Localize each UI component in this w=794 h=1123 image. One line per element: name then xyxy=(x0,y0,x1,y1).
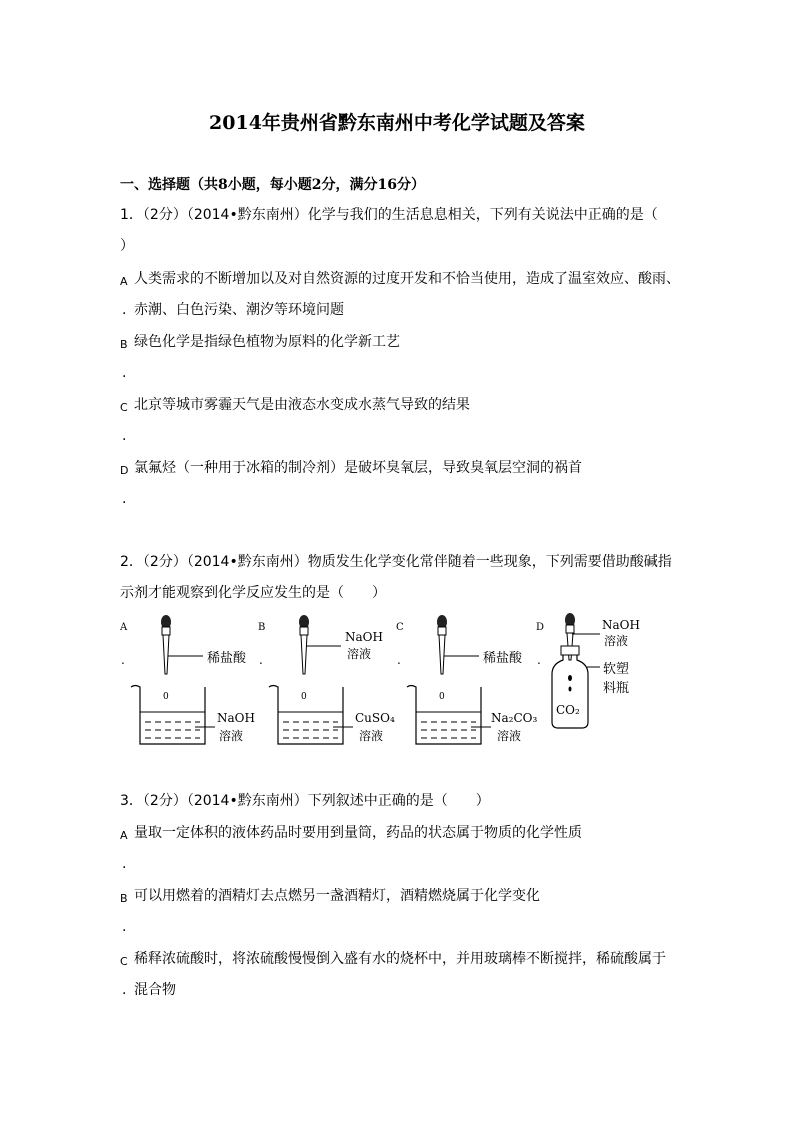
q1-option-c-line1: 北京等城市雾霾天气是由液态水变成水蒸气导致的结果 xyxy=(134,397,470,413)
fig-b-dropper xyxy=(299,615,309,674)
fig-c-dropper-label: 稀盐酸 xyxy=(483,651,523,666)
q3-stem: 3．（2分）（2014•黔东南州）下列叙述中正确的是（ ） xyxy=(120,793,490,809)
option-dot: . xyxy=(122,856,127,872)
q1-option-b-letter: B xyxy=(120,338,128,351)
q2-apparatus-figure xyxy=(115,612,675,752)
q1-option-a-line2: 赤潮、白色污染、潮汐等环境问题 xyxy=(134,302,344,318)
option-dot: . xyxy=(122,491,127,507)
q3-option-c-line2: 混合物 xyxy=(134,982,176,998)
section-heading: 一、选择题（共8小题，每小题2分，满分16分） xyxy=(120,177,425,193)
fig-d-gas: CO₂ xyxy=(556,703,580,717)
fig-b-letter: B xyxy=(258,622,266,633)
fig-c-dropper xyxy=(437,615,447,674)
fig-dot: . xyxy=(259,653,263,667)
page-title: 2014年贵州省黔东南州中考化学试题及答案 xyxy=(209,112,585,134)
fig-a-mark: 0 xyxy=(163,692,169,702)
fig-d-bottle-label1: 软塑 xyxy=(603,662,630,677)
fig-a-letter: A xyxy=(120,622,128,633)
q3-option-b-line1: 可以用燃着的酒精灯去点燃另一盏酒精灯，酒精燃烧属于化学变化 xyxy=(134,888,540,904)
option-dot: . xyxy=(122,982,127,998)
fig-a-beaker-label1: NaOH xyxy=(217,711,255,725)
q1-option-b-line1: 绿色化学是指绿色植物为原料的化学新工艺 xyxy=(134,334,400,350)
fig-b-mark: 0 xyxy=(301,692,307,702)
option-dot: . xyxy=(122,919,127,935)
fig-b-dropper-label2: 溶液 xyxy=(347,647,372,661)
q1-option-d-line1: 氯氟烃（一种用于冰箱的制冷剂）是破坏臭氧层，导致臭氧层空洞的祸首 xyxy=(134,460,582,476)
option-dot: . xyxy=(122,365,127,381)
q1-stem-line1: 1．（2分）（2014•黔东南州）化学与我们的生活息息相关，下列有关说法中正确的是（ xyxy=(120,207,658,223)
q1-stem-line2: ） xyxy=(120,238,134,254)
fig-c-mark: 0 xyxy=(439,692,445,702)
fig-b-dropper-label1: NaOH xyxy=(345,630,383,644)
q3-option-c-letter: C xyxy=(120,955,128,968)
fig-a-beaker xyxy=(131,686,205,745)
fig-c-beaker-label2: 溶液 xyxy=(497,729,522,743)
fig-b-beaker-label1: CuSO₄ xyxy=(355,711,395,725)
fig-b-beaker-label2: 溶液 xyxy=(359,729,384,743)
fig-d-dropper-label1: NaOH xyxy=(602,618,640,632)
fig-dot: . xyxy=(397,653,401,667)
fig-b-beaker xyxy=(269,686,343,745)
q1-option-a-letter: A xyxy=(120,275,128,288)
fig-c-letter: C xyxy=(396,622,404,633)
fig-c-beaker xyxy=(407,686,481,745)
fig-a-dropper xyxy=(161,615,171,674)
q1-option-c-letter: C xyxy=(120,401,128,414)
fig-dot: . xyxy=(121,653,125,667)
q1-option-d-letter: D xyxy=(120,464,129,477)
q3-option-c-line1: 稀释浓硫酸时，将浓硫酸慢慢倒入盛有水的烧杯中，并用玻璃棒不断搅拌，稀硫酸属于 xyxy=(134,951,666,967)
q3-option-a-letter: A xyxy=(120,829,128,842)
fig-c-beaker-label1: Na₂CO₃ xyxy=(491,711,538,725)
fig-a-dropper-label: 稀盐酸 xyxy=(207,651,247,666)
q1-option-a-line1: 人类需求的不断增加以及对自然资源的过度开发和不恰当使用，造成了温室效应、酸雨、 xyxy=(134,271,680,287)
fig-a-beaker-label2: 溶液 xyxy=(219,729,244,743)
fig-d-bottle-label2: 料瓶 xyxy=(603,681,630,696)
fig-d-letter: D xyxy=(536,622,545,633)
fig-dot: . xyxy=(537,653,541,667)
option-dot: . xyxy=(122,302,127,318)
q3-option-a-line1: 量取一定体积的液体药品时要用到量筒，药品的状态属于物质的化学性质 xyxy=(134,825,582,841)
option-dot: . xyxy=(122,428,127,444)
q3-option-b-letter: B xyxy=(120,892,128,905)
q2-stem-line1: 2．（2分）（2014•黔东南州）物质发生化学变化常伴随着一些现象，下列需要借助酸碱指 xyxy=(120,554,672,570)
q2-stem-line2: 示剂才能观察到化学反应发生的是（ ） xyxy=(120,585,386,601)
fig-d-dropper-label2: 溶液 xyxy=(604,634,629,648)
